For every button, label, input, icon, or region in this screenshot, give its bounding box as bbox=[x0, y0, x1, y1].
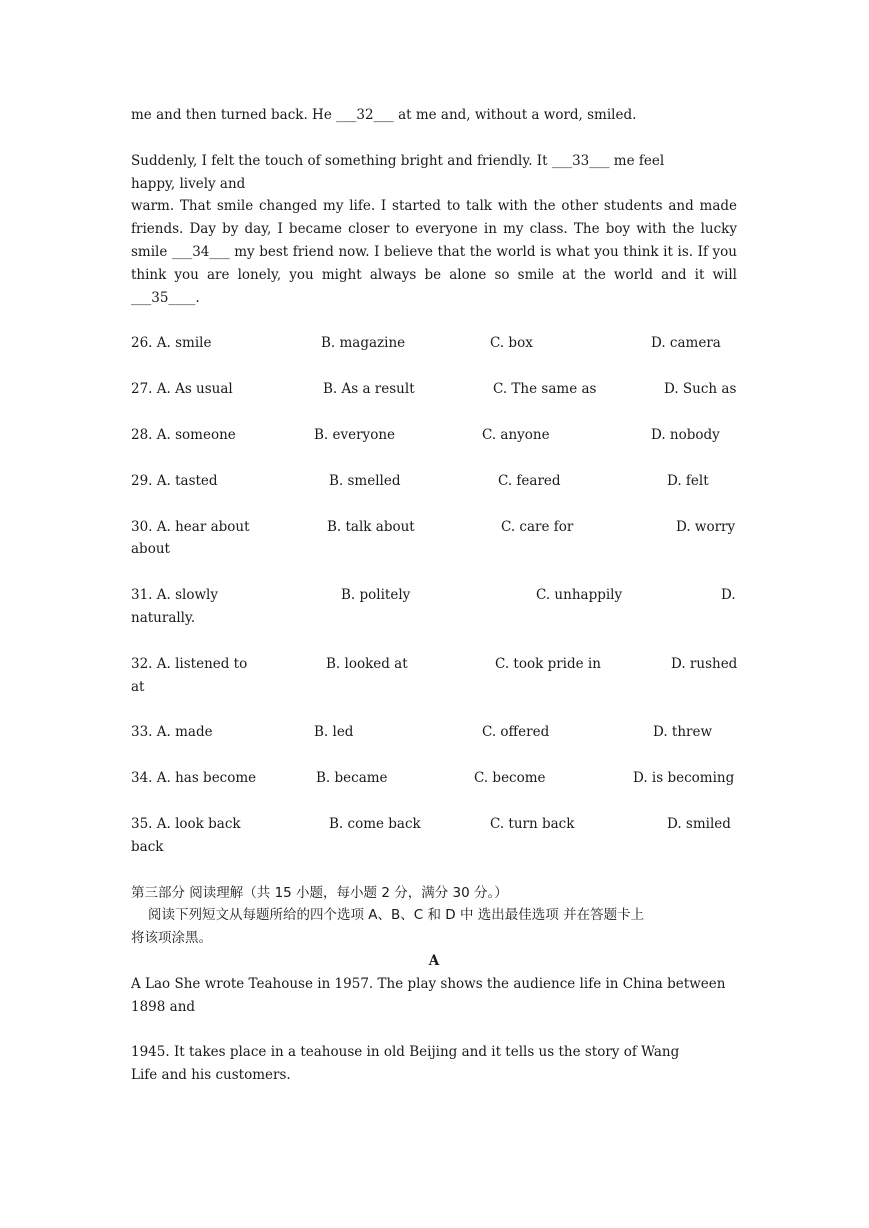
option-a: 34. A. has become bbox=[131, 770, 257, 787]
option-d: D. is becoming bbox=[633, 770, 735, 787]
option-b: B. led bbox=[314, 724, 354, 741]
option-c: C. The same as bbox=[493, 381, 597, 398]
option-d: D. smiled bbox=[667, 815, 731, 832]
question-row bbox=[131, 516, 737, 539]
option-a: 28. A. someone bbox=[131, 426, 236, 443]
option-a: 32. A. listened to bbox=[131, 655, 248, 672]
question-row bbox=[131, 378, 737, 401]
reading-line: 1898 and bbox=[131, 998, 196, 1015]
passage-paragraph: warm. That smile changed my life. I started to talk with the other students and made friends. Day by day, I became closer to everyone in my class. The boy with the lucky smile ___34___ my best friend now. I believe that the world is what you think it is. If you think you are lonely, you might always be alone so smile at the world and it will ___35____. bbox=[131, 198, 737, 306]
question-row bbox=[131, 653, 737, 676]
section-instruction: 阅读下列短文从每题所给的四个选项 A、B、C 和 D 中 选出最佳选项 并在答题卡上 bbox=[148, 907, 645, 924]
option-b: B. As a result bbox=[323, 381, 415, 398]
document-page bbox=[131, 104, 737, 1087]
option-d: D. Such as bbox=[664, 381, 737, 398]
option-a: 30. A. hear about bbox=[131, 518, 250, 535]
option-a: 29. A. tasted bbox=[131, 472, 218, 489]
option-b: B. became bbox=[316, 770, 388, 787]
option-a: 31. A. slowly bbox=[131, 587, 218, 604]
question-row bbox=[131, 332, 737, 355]
option-c: C. turn back bbox=[490, 815, 575, 832]
option-c: C. become bbox=[474, 770, 546, 787]
question-row bbox=[131, 470, 737, 493]
passage-label: A bbox=[428, 952, 440, 969]
option-wrap: back bbox=[131, 838, 164, 855]
option-b: B. smelled bbox=[329, 472, 401, 489]
option-a: 35. A. look back bbox=[131, 815, 241, 832]
passage-line: me and then turned back. He ___32___ at me and, without a word, smiled. bbox=[131, 107, 637, 123]
question-row bbox=[131, 721, 737, 744]
option-b: B. everyone bbox=[314, 426, 395, 443]
option-b: B. talk about bbox=[327, 518, 415, 535]
option-wrap: about bbox=[131, 541, 170, 558]
reading-line: 1945. It takes place in a teahouse in old Beijing and it tells us the story of Wang bbox=[131, 1044, 680, 1061]
section-instruction: 将该项涂黑。 bbox=[131, 930, 212, 947]
option-c: C. anyone bbox=[482, 426, 550, 443]
reading-line: A Lao She wrote Teahouse in 1957. The play shows the audience life in China between bbox=[131, 975, 726, 992]
option-a: 33. A. made bbox=[131, 724, 213, 741]
question-list bbox=[131, 332, 737, 881]
option-c: C. offered bbox=[482, 724, 550, 741]
option-b: B. looked at bbox=[326, 655, 408, 672]
option-c: C. unhappily bbox=[536, 587, 623, 604]
option-d: D. rushed bbox=[671, 655, 738, 672]
option-a: 27. A. As usual bbox=[131, 381, 233, 398]
option-b: B. magazine bbox=[321, 335, 406, 352]
option-d: D. bbox=[721, 587, 736, 604]
option-wrap: at bbox=[131, 678, 145, 695]
option-c: C. care for bbox=[501, 518, 574, 535]
option-d: D. felt bbox=[667, 472, 709, 489]
question-row bbox=[131, 424, 737, 447]
question-row bbox=[131, 767, 737, 790]
question-row bbox=[131, 813, 737, 836]
section-heading: 第三部分 阅读理解（共 15 小题，每小题 2 分，满分 30 分。） bbox=[131, 884, 508, 901]
option-c: C. box bbox=[490, 335, 533, 352]
option-d: D. camera bbox=[651, 335, 721, 352]
option-b: B. politely bbox=[341, 587, 411, 604]
option-a: 26. A. smile bbox=[131, 335, 212, 352]
question-row bbox=[131, 584, 737, 607]
option-wrap: naturally. bbox=[131, 609, 196, 626]
option-d: D. nobody bbox=[651, 426, 720, 443]
passage-line: happy, lively and bbox=[131, 175, 246, 192]
passage-line: Suddenly, I felt the touch of something bright and friendly. It ___33___ me feel bbox=[131, 152, 665, 169]
option-b: B. come back bbox=[329, 815, 421, 832]
option-c: C. took pride in bbox=[495, 655, 601, 672]
reading-line: Life and his customers. bbox=[131, 1067, 291, 1084]
option-d: D. worry bbox=[676, 518, 736, 535]
option-c: C. feared bbox=[498, 472, 561, 489]
option-d: D. threw bbox=[653, 724, 713, 741]
